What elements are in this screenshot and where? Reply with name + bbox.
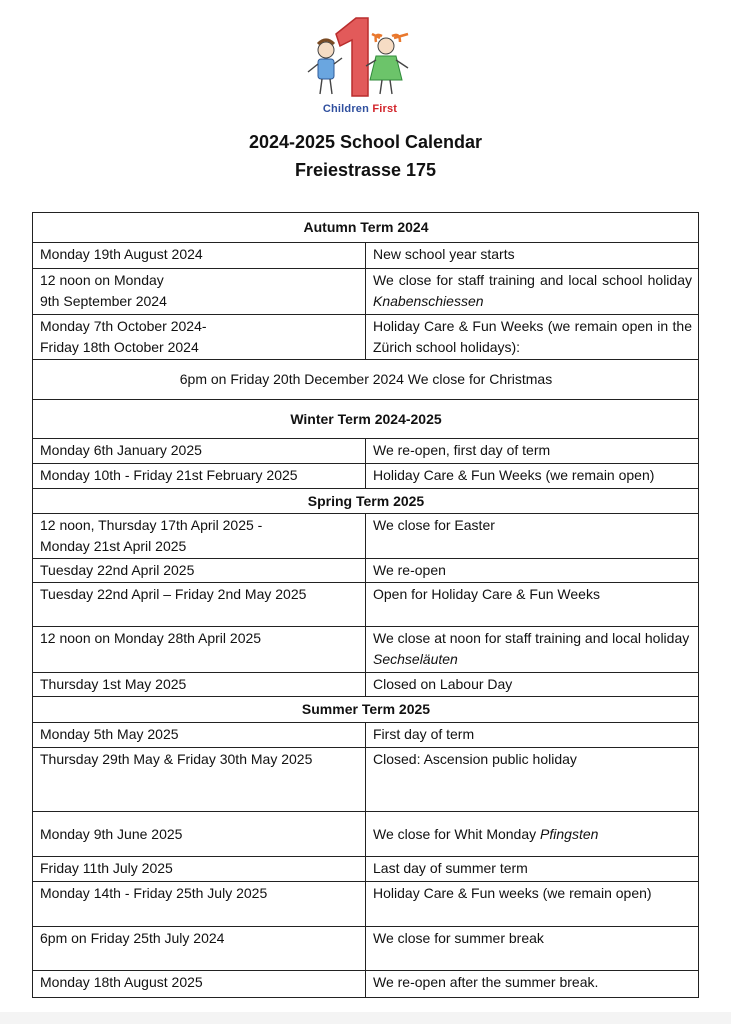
description-cell: Holiday Care & Fun Weeks (we remain open) <box>366 464 699 489</box>
page-bottom-edge <box>0 1012 731 1024</box>
description-cell: Closed: Ascension public holiday <box>366 748 699 812</box>
description-cell: New school year starts <box>366 243 699 269</box>
table-row <box>33 812 699 857</box>
date-cell: Monday 10th - Friday 21st February 2025 <box>33 464 366 489</box>
description-cell: We re-open <box>366 559 699 583</box>
table-row <box>33 723 699 748</box>
description-cell <box>366 627 699 673</box>
description-cell: We close for summer break <box>366 927 699 971</box>
date-cell: 6pm on Friday 25th July 2024 <box>33 927 366 971</box>
date-cell <box>33 315 366 360</box>
date-cell: Monday 9th June 2025 <box>33 812 366 857</box>
date-cell <box>33 514 366 559</box>
section-title: Spring Term 2025 <box>33 489 699 514</box>
description-cell <box>366 812 699 857</box>
section-header-autumn <box>33 213 699 243</box>
table-row <box>33 857 699 882</box>
school-calendar-table <box>32 212 699 998</box>
table-row <box>33 269 699 315</box>
date-line: 9th September 2024 <box>40 293 167 309</box>
table-row <box>33 464 699 489</box>
children-first-logo <box>296 14 424 122</box>
description-italic: Sechseläuten <box>373 651 458 667</box>
description-cell: First day of term <box>366 723 699 748</box>
section-header-winter <box>33 400 699 439</box>
description-cell: Last day of summer term <box>366 857 699 882</box>
date-cell: Friday 11th July 2025 <box>33 857 366 882</box>
date-line: 12 noon on Monday <box>40 272 164 288</box>
table-row <box>33 927 699 971</box>
description-cell: Holiday Care & Fun weeks (we remain open) <box>366 882 699 927</box>
table-row <box>33 315 699 360</box>
logo-drawing <box>296 14 424 104</box>
table-row <box>33 514 699 559</box>
description-cell: We re-open, first day of term <box>366 439 699 464</box>
description-cell: We close for Easter <box>366 514 699 559</box>
table-row <box>33 627 699 673</box>
description-italic: Pfingsten <box>540 825 599 842</box>
date-cell: Tuesday 22nd April – Friday 2nd May 2025 <box>33 583 366 627</box>
date-cell: Monday 19th August 2024 <box>33 243 366 269</box>
section-title: Autumn Term 2024 <box>33 213 699 243</box>
date-cell: Tuesday 22nd April 2025 <box>33 559 366 583</box>
date-line: Friday 18th October 2024 <box>40 339 199 355</box>
table-row <box>33 673 699 697</box>
date-line: 12 noon, Thursday 17th April 2025 - <box>40 517 263 533</box>
section-header-summer <box>33 697 699 723</box>
date-cell: Thursday 1st May 2025 <box>33 673 366 697</box>
table-row <box>33 882 699 927</box>
table-row <box>33 243 699 269</box>
section-title: Summer Term 2025 <box>33 697 699 723</box>
date-cell: Thursday 29th May & Friday 30th May 2025 <box>33 748 366 812</box>
table-row-full-width <box>33 360 699 400</box>
table-row <box>33 748 699 812</box>
description-cell: Open for Holiday Care & Fun Weeks <box>366 583 699 627</box>
date-cell <box>33 269 366 315</box>
date-cell: 12 noon on Monday 28th April 2025 <box>33 627 366 673</box>
description-text: We close for staff training and local school holiday <box>373 272 692 288</box>
logo-word-first: First <box>372 103 398 115</box>
notice-cell: 6pm on Friday 20th December 2024 We close for Christmas <box>33 360 699 400</box>
description-cell: We re-open after the summer break. <box>366 971 699 998</box>
table-row <box>33 971 699 998</box>
table-row <box>33 583 699 627</box>
table-row <box>33 559 699 583</box>
date-line: Monday 21st April 2025 <box>40 538 187 554</box>
description-cell: Holiday Care & Fun Weeks (we remain open in the Zürich school holidays): <box>366 315 699 360</box>
description-cell: Closed on Labour Day <box>366 673 699 697</box>
document-subtitle: Freiestrasse 175 <box>294 160 437 180</box>
description-cell <box>366 269 699 315</box>
description-text: We close at noon for staff training and local holiday <box>373 630 690 646</box>
document-title: 2024-2025 School Calendar <box>248 132 483 152</box>
date-cell: Monday 18th August 2025 <box>33 971 366 998</box>
logo-brand-text <box>296 103 424 115</box>
section-title: Winter Term 2024-2025 <box>33 400 699 439</box>
section-header-spring <box>33 489 699 514</box>
date-cell: Monday 6th January 2025 <box>33 439 366 464</box>
description-italic: Knabenschiessen <box>373 293 484 309</box>
date-line: Monday 7th October 2024- <box>40 318 207 334</box>
date-cell: Monday 14th - Friday 25th July 2025 <box>33 882 366 927</box>
description-text: We close for Whit Monday <box>373 825 537 842</box>
date-cell: Monday 5th May 2025 <box>33 723 366 748</box>
table-row <box>33 439 699 464</box>
logo-word-children: Children <box>322 103 370 115</box>
